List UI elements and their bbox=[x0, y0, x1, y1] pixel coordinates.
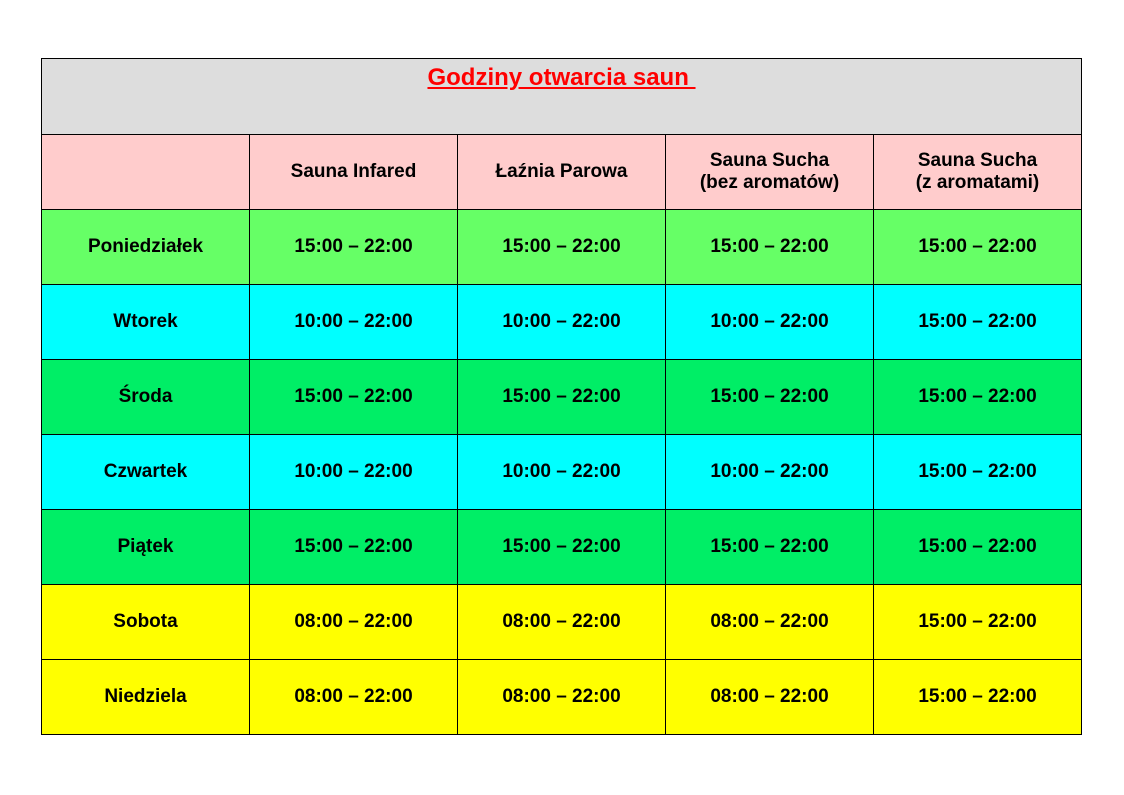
hours-cell: 15:00 – 22:00 bbox=[250, 210, 458, 285]
table-row bbox=[42, 210, 1082, 285]
table-row bbox=[42, 360, 1082, 435]
day-cell: Poniedziałek bbox=[42, 210, 250, 285]
day-cell: Piątek bbox=[42, 510, 250, 585]
hours-cell: 08:00 – 22:00 bbox=[666, 585, 874, 660]
table-row bbox=[42, 285, 1082, 360]
table-row bbox=[42, 435, 1082, 510]
hours-cell: 10:00 – 22:00 bbox=[458, 285, 666, 360]
hours-cell: 15:00 – 22:00 bbox=[666, 210, 874, 285]
hours-cell: 15:00 – 22:00 bbox=[874, 210, 1082, 285]
day-cell: Środa bbox=[42, 360, 250, 435]
hours-cell: 15:00 – 22:00 bbox=[666, 360, 874, 435]
table-row bbox=[42, 585, 1082, 660]
hours-cell: 08:00 – 22:00 bbox=[250, 585, 458, 660]
column-header-line1: Sauna Sucha bbox=[917, 150, 1038, 171]
column-header bbox=[250, 135, 458, 210]
hours-cell: 15:00 – 22:00 bbox=[874, 435, 1082, 510]
column-header bbox=[874, 135, 1082, 210]
hours-cell: 15:00 – 22:00 bbox=[666, 510, 874, 585]
hours-cell: 10:00 – 22:00 bbox=[666, 285, 874, 360]
hours-cell: 15:00 – 22:00 bbox=[874, 510, 1082, 585]
title-cell bbox=[42, 59, 1082, 135]
hours-cell: 15:00 – 22:00 bbox=[874, 360, 1082, 435]
hours-cell: 08:00 – 22:00 bbox=[250, 660, 458, 735]
header-corner-cell bbox=[42, 135, 250, 210]
title-row bbox=[42, 59, 1082, 135]
hours-cell: 08:00 – 22:00 bbox=[666, 660, 874, 735]
day-cell: Sobota bbox=[42, 585, 250, 660]
column-header-line2: (z aromatami) bbox=[915, 172, 1040, 193]
hours-cell: 10:00 – 22:00 bbox=[250, 285, 458, 360]
hours-cell: 15:00 – 22:00 bbox=[874, 285, 1082, 360]
column-header-line1: Sauna Sucha bbox=[709, 150, 830, 171]
hours-cell: 15:00 – 22:00 bbox=[250, 360, 458, 435]
hours-cell: 08:00 – 22:00 bbox=[458, 585, 666, 660]
column-header bbox=[458, 135, 666, 210]
table-row bbox=[42, 660, 1082, 735]
column-header-line2: (bez aromatów) bbox=[699, 172, 840, 193]
page-title: Godziny otwarcia saun bbox=[427, 64, 696, 91]
sauna-hours-table bbox=[41, 58, 1082, 735]
hours-cell: 15:00 – 22:00 bbox=[458, 510, 666, 585]
sauna-hours-table-body bbox=[42, 59, 1082, 735]
column-header bbox=[666, 135, 874, 210]
day-cell: Czwartek bbox=[42, 435, 250, 510]
hours-cell: 08:00 – 22:00 bbox=[458, 660, 666, 735]
day-cell: Niedziela bbox=[42, 660, 250, 735]
table-row bbox=[42, 510, 1082, 585]
hours-cell: 10:00 – 22:00 bbox=[250, 435, 458, 510]
hours-cell: 15:00 – 22:00 bbox=[250, 510, 458, 585]
hours-cell: 15:00 – 22:00 bbox=[874, 585, 1082, 660]
hours-cell: 15:00 – 22:00 bbox=[874, 660, 1082, 735]
hours-cell: 15:00 – 22:00 bbox=[458, 360, 666, 435]
hours-cell: 10:00 – 22:00 bbox=[458, 435, 666, 510]
header-row bbox=[42, 135, 1082, 210]
hours-cell: 15:00 – 22:00 bbox=[458, 210, 666, 285]
hours-cell: 10:00 – 22:00 bbox=[666, 435, 874, 510]
column-header-line1: Łaźnia Parowa bbox=[495, 161, 628, 182]
day-cell: Wtorek bbox=[42, 285, 250, 360]
column-header-line1: Sauna Infared bbox=[290, 161, 417, 182]
